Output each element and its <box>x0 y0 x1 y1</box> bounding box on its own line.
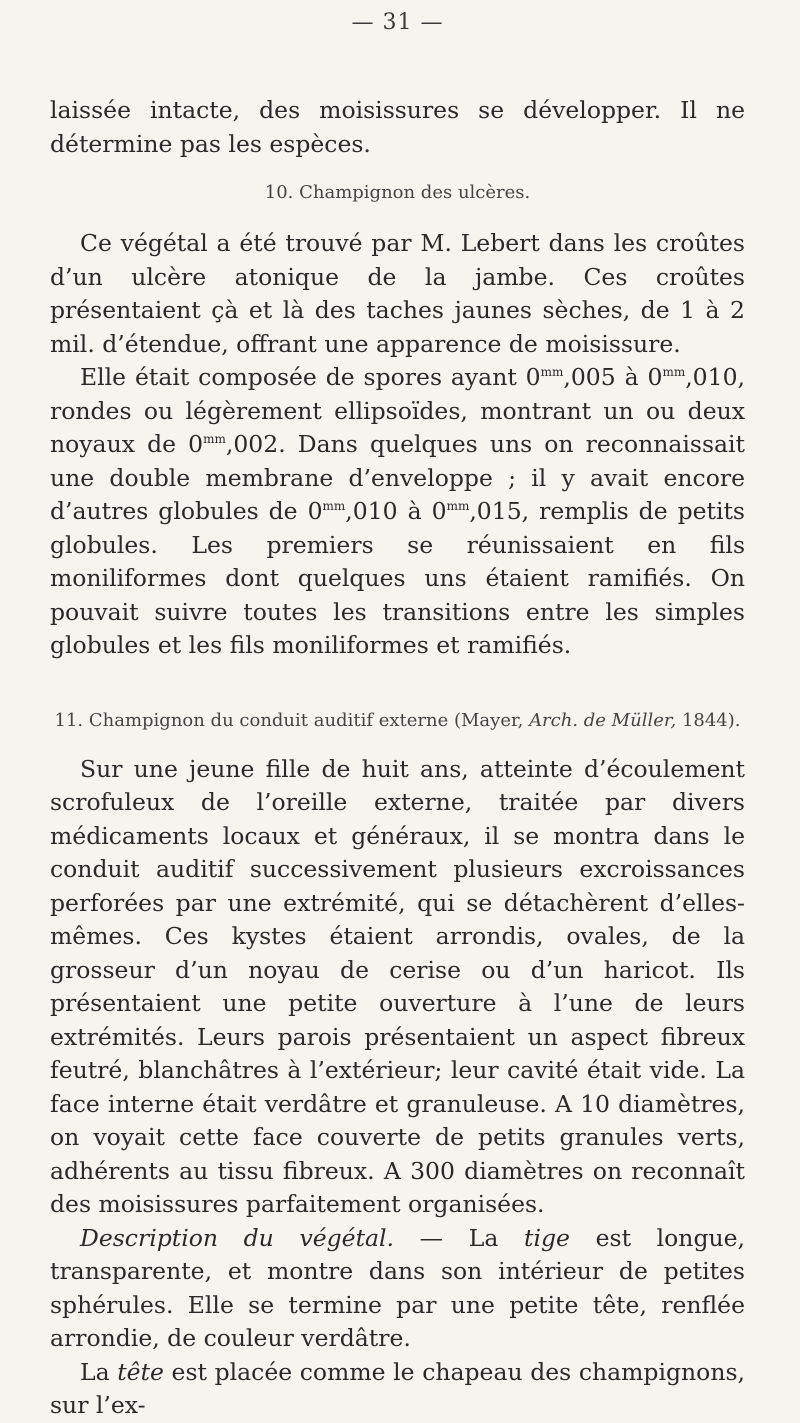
intro-paragraph: laissée intacte, des moisissures se développer. Il ne détermine pas les espèces. <box>50 96 745 158</box>
page-number: — 31 — <box>351 10 444 35</box>
section-11-paragraph-2 <box>50 1222 745 1356</box>
text-run: La <box>80 1357 118 1386</box>
section-10-paragraph-1: Ce végétal a été trouvé par M. Lebert dans les croûtes d’un ulcère atonique de la jambe. Ces croûtes présentaient çà et là des taches jaunes sèches, de 1 à 2 mil. d’étendue, offrant une apparence de moisissure. <box>50 229 745 358</box>
section-11-heading <box>50 709 745 733</box>
italic-term: tête <box>117 1357 164 1386</box>
section-11-paragraph-1: Sur une jeune fille de huit ans, atteinte d’écoulement scrofuleux de l’oreille externe, traitée par divers médicaments locaux et généraux, il se montra dans le conduit auditif successivement plusieurs excroissances perforées par une extrémité, qui se détachèrent d’elles-mêmes. Ces kystes étaient arrondis, ovales, de la grosseur d’un noyau de cerise ou d’un haricot. Ils présentaient une petite ouverture à l’une de leurs extrémités. Leurs parois présentaient un aspect fibreux feutré, blanchâtres à l’extérieur; leur cavité était vide. La face interne était verdâtre et granuleuse. A 10 diamètres, on voyait cette face couverte de petits granules verts, adhérents au tissu fibreux. A 300 diamètres on reconnaît des moisissures parfaitement organisées. <box>50 754 745 1218</box>
heading-text: 1844). <box>676 709 741 731</box>
text-run: ,002. Dans quelques uns on reconnaissait une double membrane d’enveloppe ; il y avait encore d’autres globules de 0 <box>50 430 745 525</box>
text-run: est longue, transparente, et montre dans son intérieur de petites sphérules. Elle se termine par une petite tête, renflée arrondie, de couleur verdâtre. <box>50 1223 745 1352</box>
text-run: ,005 à 0 <box>563 363 663 391</box>
section-11-paragraph-3 <box>50 1356 745 1423</box>
italic-lead: Description du végétal. <box>80 1223 395 1252</box>
text-run: — La <box>394 1223 525 1252</box>
unit-superscript: mm <box>662 365 686 379</box>
unit-superscript: mm <box>322 499 346 513</box>
italic-term: tige <box>524 1223 570 1252</box>
text-run: ,015, remplis de petits globules. Les premiers se réunissaient en fils moniliformes dont quelques uns étaient ramifiés. On pouvait suivre toutes les transitions entre les simples globules et les fils moniliformes et ramifiés. <box>50 497 745 659</box>
text-run: ,010 à 0 <box>345 497 447 525</box>
text-run: est placée comme le chapeau des champignons, sur l’ex- <box>50 1357 745 1419</box>
text-run: ,010, rondes ou légèrement ellipsoïdes, montrant un ou deux noyaux de 0 <box>50 363 745 458</box>
unit-superscript: mm <box>203 432 226 446</box>
section-10-heading: 10. Champignon des ulcères. <box>264 182 531 203</box>
unit-superscript: mm <box>540 365 564 379</box>
text-run: Elle était composée de spores ayant 0 <box>80 363 541 391</box>
unit-superscript: mm <box>446 499 470 513</box>
citation-italic: Arch. de Müller, <box>529 709 677 731</box>
section-10-paragraph-2 <box>50 361 745 663</box>
heading-text: 11. Champignon du conduit auditif externe (Mayer, <box>54 709 530 731</box>
